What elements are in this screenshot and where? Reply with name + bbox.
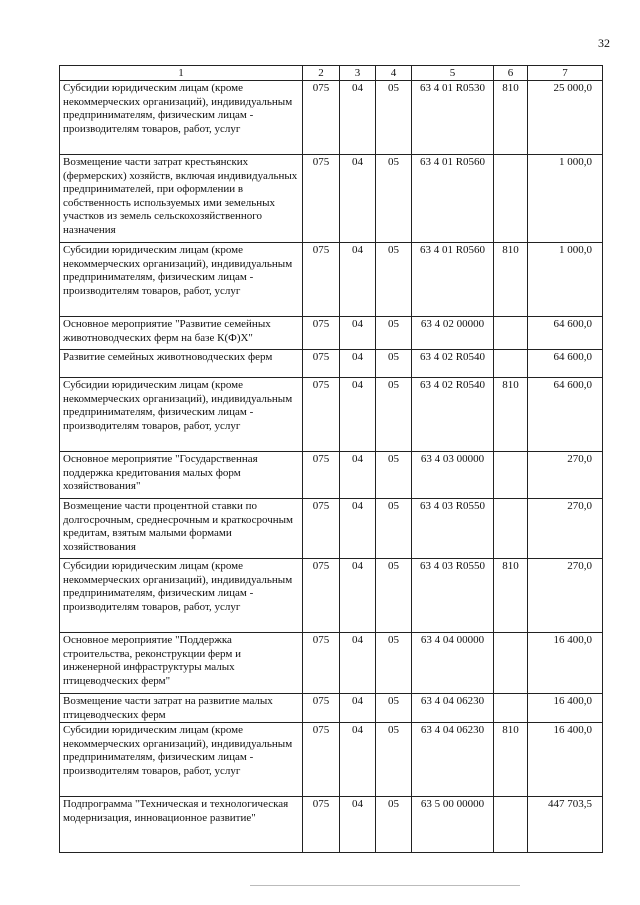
column-header: 6 <box>494 66 528 81</box>
cell-vr <box>494 155 528 243</box>
cell-grbs: 075 <box>303 317 340 350</box>
table-row <box>60 499 603 559</box>
cell-csr: 63 4 02 R0540 <box>412 378 494 452</box>
cell-grbs: 075 <box>303 155 340 243</box>
table-row <box>60 243 603 317</box>
table-row <box>60 797 603 853</box>
column-header: 5 <box>412 66 494 81</box>
cell-csr: 63 4 03 R0550 <box>412 559 494 633</box>
cell-vr: 810 <box>494 723 528 797</box>
cell-amount: 16 400,0 <box>528 723 603 797</box>
cell-vr <box>494 499 528 559</box>
cell-csr: 63 4 01 R0530 <box>412 81 494 155</box>
cell-pr: 05 <box>376 559 412 633</box>
cell-grbs: 075 <box>303 723 340 797</box>
cell-rz: 04 <box>340 633 376 694</box>
cell-amount: 447 703,5 <box>528 797 603 853</box>
cell-vr: 810 <box>494 243 528 317</box>
cell-csr: 63 4 04 06230 <box>412 694 494 723</box>
cell-vr: 810 <box>494 559 528 633</box>
cell-rz: 04 <box>340 378 376 452</box>
cell-pr: 05 <box>376 499 412 559</box>
cell-rz: 04 <box>340 559 376 633</box>
cell-grbs: 075 <box>303 378 340 452</box>
cell-amount: 64 600,0 <box>528 317 603 350</box>
table-row <box>60 350 603 378</box>
cell-grbs: 075 <box>303 559 340 633</box>
cell-pr: 05 <box>376 633 412 694</box>
cell-amount: 64 600,0 <box>528 378 603 452</box>
cell-amount: 1 000,0 <box>528 243 603 317</box>
scan-edge-line <box>250 885 520 886</box>
cell-name: Основное мероприятие "Развитие семейных животноводческих ферм на базе К(Ф)Х" <box>60 317 303 350</box>
cell-amount: 16 400,0 <box>528 633 603 694</box>
table-row <box>60 378 603 452</box>
cell-vr: 810 <box>494 81 528 155</box>
cell-amount: 270,0 <box>528 452 603 499</box>
cell-pr: 05 <box>376 81 412 155</box>
cell-vr <box>494 317 528 350</box>
cell-name: Субсидии юридическим лицам (кроме некоммерческих организаций), индивидуальным предпринимателям, физическим лицам - производителям товаров, работ, услуг <box>60 723 303 797</box>
cell-name: Возмещение части затрат на развитие малых птицеводческих ферм <box>60 694 303 723</box>
cell-name: Субсидии юридическим лицам (кроме некоммерческих организаций), индивидуальным предпринимателям, физическим лицам - производителям товаров, работ, услуг <box>60 559 303 633</box>
column-header: 7 <box>528 66 603 81</box>
cell-amount: 270,0 <box>528 559 603 633</box>
budget-table <box>59 65 603 853</box>
table-row <box>60 559 603 633</box>
cell-amount: 64 600,0 <box>528 350 603 378</box>
page-number: 32 <box>598 36 610 50</box>
cell-csr: 63 4 03 00000 <box>412 452 494 499</box>
cell-name: Субсидии юридическим лицам (кроме некоммерческих организаций), индивидуальным предпринимателям, физическим лицам - производителям товаров, работ, услуг <box>60 81 303 155</box>
cell-grbs: 075 <box>303 243 340 317</box>
cell-pr: 05 <box>376 155 412 243</box>
cell-name: Возмещение части затрат крестьянских (фермерских) хозяйств, включая индивидуальных предпринимателей, при оформлении в собственность используемых ими земельных участков из земель сельскохозяйственного назначения <box>60 155 303 243</box>
cell-csr: 63 4 02 00000 <box>412 317 494 350</box>
cell-pr: 05 <box>376 243 412 317</box>
cell-name: Подпрограмма "Техническая и технологическая модернизация, инновационное развитие" <box>60 797 303 853</box>
cell-grbs: 075 <box>303 81 340 155</box>
table-row <box>60 694 603 723</box>
cell-name: Основное мероприятие "Поддержка строительства, реконструкции ферм и инженерной инфраструктуры малых птицеводческих ферм" <box>60 633 303 694</box>
column-header: 2 <box>303 66 340 81</box>
cell-grbs: 075 <box>303 350 340 378</box>
cell-vr <box>494 694 528 723</box>
cell-csr: 63 4 04 00000 <box>412 633 494 694</box>
cell-name: Развитие семейных животноводческих ферм <box>60 350 303 378</box>
table-header-row <box>60 66 603 81</box>
cell-vr <box>494 797 528 853</box>
cell-csr: 63 4 03 R0550 <box>412 499 494 559</box>
cell-grbs: 075 <box>303 499 340 559</box>
table-row <box>60 452 603 499</box>
cell-rz: 04 <box>340 797 376 853</box>
cell-csr: 63 4 01 R0560 <box>412 155 494 243</box>
table-row <box>60 81 603 155</box>
cell-pr: 05 <box>376 797 412 853</box>
cell-name: Субсидии юридическим лицам (кроме некоммерческих организаций), индивидуальным предпринимателям, физическим лицам - производителям товаров, работ, услуг <box>60 243 303 317</box>
cell-vr: 810 <box>494 378 528 452</box>
cell-amount: 270,0 <box>528 499 603 559</box>
cell-pr: 05 <box>376 694 412 723</box>
cell-pr: 05 <box>376 350 412 378</box>
cell-name: Основное мероприятие "Государственная поддержка кредитования малых форм хозяйствования" <box>60 452 303 499</box>
cell-rz: 04 <box>340 317 376 350</box>
cell-name: Возмещение части процентной ставки по долгосрочным, среднесрочным и краткосрочным кредитам, взятым малыми формами хозяйствования <box>60 499 303 559</box>
table-row <box>60 317 603 350</box>
table-row <box>60 723 603 797</box>
table-row <box>60 633 603 694</box>
cell-rz: 04 <box>340 81 376 155</box>
cell-amount: 1 000,0 <box>528 155 603 243</box>
cell-csr: 63 4 04 06230 <box>412 723 494 797</box>
cell-rz: 04 <box>340 723 376 797</box>
cell-pr: 05 <box>376 452 412 499</box>
column-header: 4 <box>376 66 412 81</box>
cell-rz: 04 <box>340 243 376 317</box>
cell-csr: 63 5 00 00000 <box>412 797 494 853</box>
cell-vr <box>494 350 528 378</box>
cell-csr: 63 4 01 R0560 <box>412 243 494 317</box>
cell-grbs: 075 <box>303 452 340 499</box>
column-header: 3 <box>340 66 376 81</box>
cell-pr: 05 <box>376 723 412 797</box>
cell-grbs: 075 <box>303 797 340 853</box>
cell-amount: 25 000,0 <box>528 81 603 155</box>
cell-rz: 04 <box>340 694 376 723</box>
cell-rz: 04 <box>340 155 376 243</box>
column-header: 1 <box>60 66 303 81</box>
cell-csr: 63 4 02 R0540 <box>412 350 494 378</box>
cell-pr: 05 <box>376 317 412 350</box>
cell-grbs: 075 <box>303 694 340 723</box>
cell-rz: 04 <box>340 350 376 378</box>
cell-name: Субсидии юридическим лицам (кроме некоммерческих организаций), индивидуальным предпринимателям, физическим лицам - производителям товаров, работ, услуг <box>60 378 303 452</box>
cell-vr <box>494 452 528 499</box>
cell-vr <box>494 633 528 694</box>
cell-rz: 04 <box>340 452 376 499</box>
cell-amount: 16 400,0 <box>528 694 603 723</box>
cell-pr: 05 <box>376 378 412 452</box>
cell-grbs: 075 <box>303 633 340 694</box>
table-row <box>60 155 603 243</box>
cell-rz: 04 <box>340 499 376 559</box>
